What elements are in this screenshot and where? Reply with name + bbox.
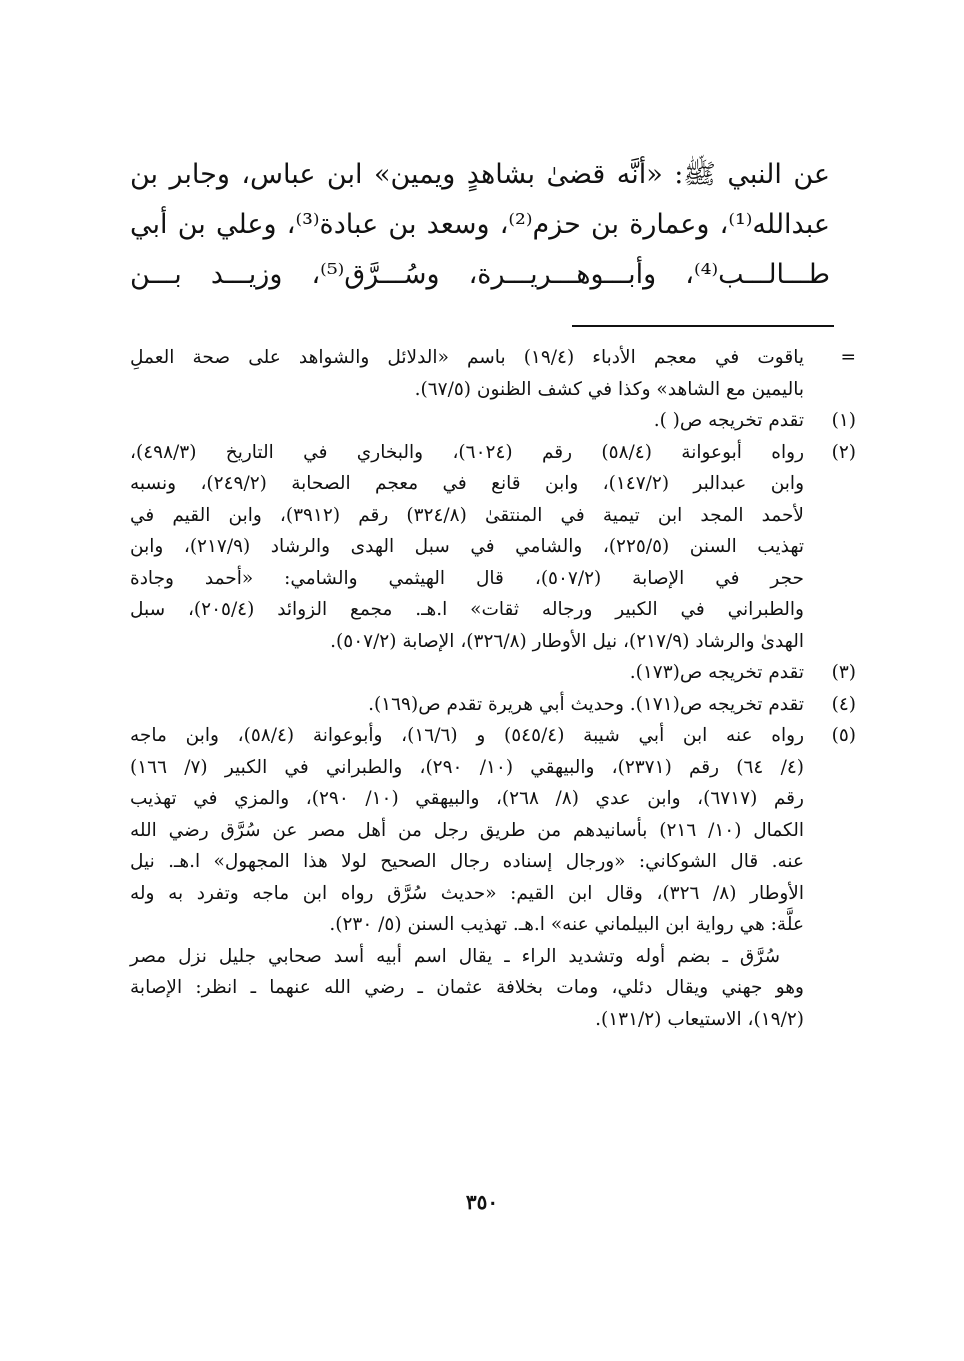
footnote-body	[130, 720, 804, 941]
page-number: ٣٥٠	[465, 1190, 499, 1214]
footnote-number: (٢)	[831, 441, 856, 463]
footnote-line: حجر في الإصابة (٥٠٧/٢)، قال الهيثمي والشامي: «أحمد وجادة	[130, 567, 804, 589]
footnote-5	[130, 720, 856, 941]
footnote-line: ياقوت في معجم الأدباء (١٩/٤) باسم «الدلائل والشواهد على صحة العملِ	[130, 347, 804, 368]
footnote-body	[130, 657, 804, 689]
main-text-line: عبدالله⁽¹⁾، وعمارة بن حزم⁽²⁾، وسعد بن عبادة⁽³⁾، وعلي بن أبي	[130, 209, 830, 240]
footnote-line: تقدم تخريجه ص(١٧٣).	[629, 662, 804, 683]
footnote-line: لأحمد المجد ابن تيمية في المنتقىٰ (٣٢٤/٨) رقم (٣٩١٢)، وابن القيم في	[130, 504, 804, 526]
footnote-line: والطبراني في الكبير ورجاله ثقات» ا.هـ. مجمع الزوائد (٢٠٥/٤)، سبل	[130, 599, 804, 620]
footnote-body	[130, 405, 804, 437]
main-text-line: طـــالـــب⁽⁴⁾، وأبـــوهـــريـــرة، وسُـــرَّق⁽⁵⁾، وزيـــد بـــن	[130, 259, 830, 290]
footnote-line: (٤/ ٦٤) رقم (٢٣٧١)، والبيهقي (١٠/ ٢٩٠)، والطبراني في الكبير (٧/ ١٦٦)	[130, 756, 804, 778]
footnote-line: الهدىٰ والرشاد (٢١٧/٩)، نيل الأوطار (٣٢٦/٨)، الإصابة (٥٠٧/٢).	[330, 630, 804, 652]
footnote-body	[130, 437, 804, 658]
footnote-line: رواه أبوعوانة (٥٨/٤) رقم (٦٠٢٤)، والبخاري في التاريخ (٤٩٨/٣)،	[130, 441, 805, 463]
main-body-text	[130, 150, 830, 300]
footnote-number: (١)	[831, 410, 856, 431]
footnote-3	[130, 657, 856, 689]
footnote-line: الكمال (١٠/ ٢١٦) بأسانيدهم من طريق رجل من أهل مصر عن سُرَّق رضي الله	[130, 819, 805, 841]
footnote-line: الأوطار (٨/ ٣٢٦)، وقال ابن القيم: «حديث سُرَّق رواه ابن ماجه وتفرد به وله	[130, 882, 804, 904]
footnote-body	[130, 342, 804, 405]
footnote-body	[130, 689, 804, 721]
footnote-1	[130, 405, 856, 437]
footnote-line: باليمين مع الشاهد» وكذا في كشف الظنون (٦٧/٥).	[414, 378, 804, 400]
footnote-line: تهذيب السنن (٢٢٥/٥)، والشامي في سبل الهدى والرشاد (٢١٧/٩)، وابن	[130, 536, 804, 557]
footnote-line: رقم (٦٧١٧)، وابن عدي (٨/ ٢٦٨)، والبيهقي (١٠/ ٢٩٠)، والمزي في تهذيب	[130, 788, 804, 809]
footnote-line: سُرَّق ـ بضم أوله وتشديد الراء ـ يقال اسم أبيه أسد صحابي جليل نزل مصر	[130, 945, 780, 967]
footnote-line: وابن عبدالبر (١٤٧/٢)، وابن قانع في معجم الصحابة (٢٤٩/٢)، ونسبه	[130, 473, 804, 494]
footnote-marker: =	[840, 347, 856, 368]
footnote-separator	[572, 325, 834, 327]
footnote-line: رواه عنه ابن أبي شيبة (٥٤٥/٤) و (١٦/٦)، وأبوعوانة (٥٨/٤)، وابن ماجه	[130, 725, 805, 746]
footnote-number: (٥)	[831, 725, 856, 746]
footnote-continuation	[130, 342, 856, 405]
main-text-line: عن النبي ﷺ: «أنَّه قضىٰ بشاهدٍ ويمين» ابن عباس، وجابر بن	[130, 159, 830, 190]
footnote-line: تقدم تخريجه ص( ).	[653, 410, 804, 431]
footnote-line: وهو جهني ويقال دئلي، ومات بخلافة عثمان ـ رضي الله عنهما ـ انظر: الإصابة	[130, 977, 804, 998]
footnote-line: عنه. قال الشوكاني: «ورجال إسناده رجال الصحيح لولا هذا المجهول» ا.هـ. نيل	[130, 851, 804, 872]
footnote-number: (٣)	[831, 662, 856, 683]
footnote-line: تقدم تخريجه ص(١٧١). وحديث أبي هريرة تقدم ص(١٦٩).	[368, 693, 804, 715]
footnote-2	[130, 437, 856, 658]
footnote-line: علَّة: هي رواية ابن البيلماني عنه» ا.هـ. تهذيب السنن (٥/ ٢٣٠).	[329, 914, 804, 935]
footnote-line: (١٩/٢)، الاستيعاب (١٣١/٢).	[595, 1008, 804, 1030]
footnote-number: (٤)	[831, 693, 856, 715]
footnote-extra-paragraph	[130, 941, 856, 1036]
footnotes-section	[130, 342, 856, 1035]
footnote-4	[130, 689, 856, 721]
